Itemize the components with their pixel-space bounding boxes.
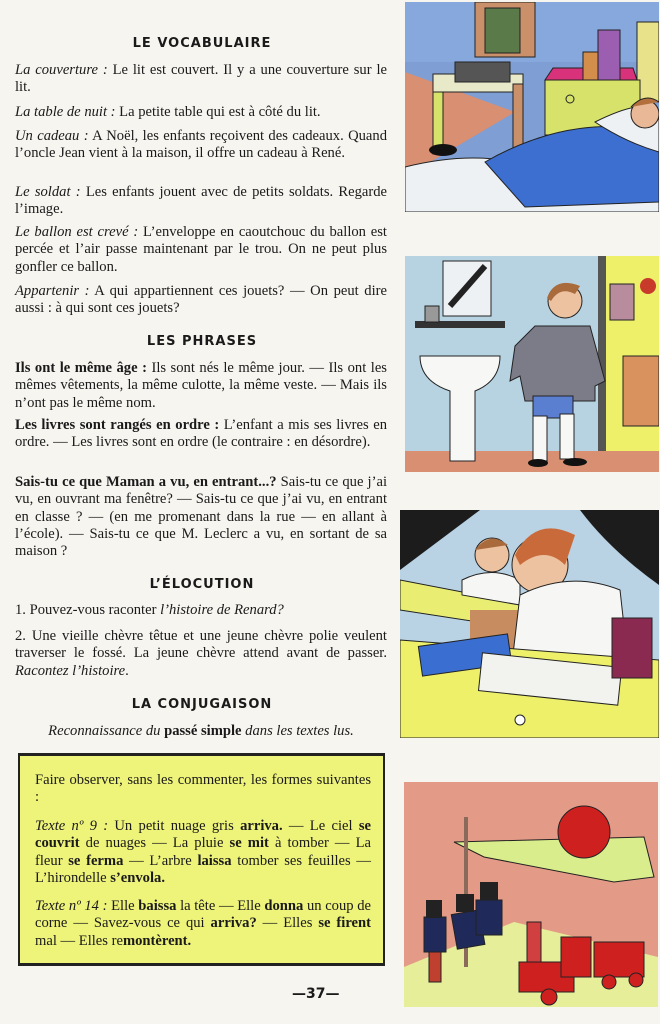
heading-elocution: L’ÉLOCUTION [149,577,255,592]
page-number: —37— [292,986,340,1002]
heading-vocabulaire: LE VOCABULAIRE [132,36,272,51]
box-texte-14: Texte nº 14 : Elle baissa la tête — Elle donna un coup de corne — Savez-vous ce qui arriva? — Elles se firent mal — Elles remontèrent. [35,898,371,949]
conjugaison-subtitle: Reconnaissance du passé simple dans les textes lus. [48,723,354,739]
elocution-item-1: 1. Pouvez-vous raconter l’histoire de Renard? [15,602,284,618]
vocab-entry: La couverture : Le lit est couvert. Il y a une couverture sur le lit. [15,62,387,96]
box-intro: Faire observer, sans les commenter, les formes suivantes : [35,772,371,806]
vocab-entry: La table de nuit : La petite table qui est à côté du lit. [15,104,321,120]
illustration-classroom [400,510,659,738]
box-texte-9: Texte nº 9 : Un petit nuage gris arriva. — Le ciel se couvrit de nuages — La pluie se mit à tomber — La fleur se ferma — L’arbre laissa tomber ses feuilles — L’hirondelle s’envola. [35,818,371,886]
vocab-entry: Le soldat : Les enfants jouent avec de petits soldats. Regarde l’image. [15,184,387,218]
heading-phrases: LES PHRASES [146,334,258,349]
illustration-boy-walking [405,256,659,472]
vocab-entry: Le ballon est crevé : L’enveloppe en caoutchouc du ballon est percée et l’air passe maintenant par le trou. On ne peut plus gonfler ce ballon. [15,224,387,275]
vocab-entry: Un cadeau : A Noël, les enfants reçoivent des cadeaux. Quand l’oncle Jean vient à la maison, il offre un cadeau à René. [15,128,387,162]
vocab-entry: Appartenir : A qui appartiennent ces jouets? — On peut dire aussi : à qui sont ces jouets? [15,283,387,317]
phrase-entry: Ils ont le même âge : Ils sont nés le même jour. — Ils ont les mêmes vêtements, la même culotte, la même veste. — Mais ils n’ont pas le même nom. [15,360,387,411]
phrase-entry: Sais-tu ce que Maman a vu, en entrant...? Sais-tu ce que j’ai vu, en ouvrant ma fenêtre? — Sais-tu ce que j’ai vu, en entrant en classe ? — (en me promenant dans la rue — en allant à l’école). — Sais-tu ce que M. Leclerc a vu, en sortant de sa maison ? [15,474,387,560]
teacher-note-box [18,753,385,966]
illustration-toys [404,782,658,1007]
phrase-entry: Les livres sont rangés en ordre : L’enfant a mis ses livres en ordre. — Les livres sont en ordre (le contraire : en désordre). [15,417,387,451]
illustration-bedroom [405,2,659,212]
elocution-item-2: 2. Une vieille chèvre têtue et une jeune chèvre polie veulent traverser le fossé. La jeune chèvre attend avant de passer. Racontez l’histoire. [15,628,387,679]
heading-conjugaison: LA CONJUGAISON [131,697,273,712]
